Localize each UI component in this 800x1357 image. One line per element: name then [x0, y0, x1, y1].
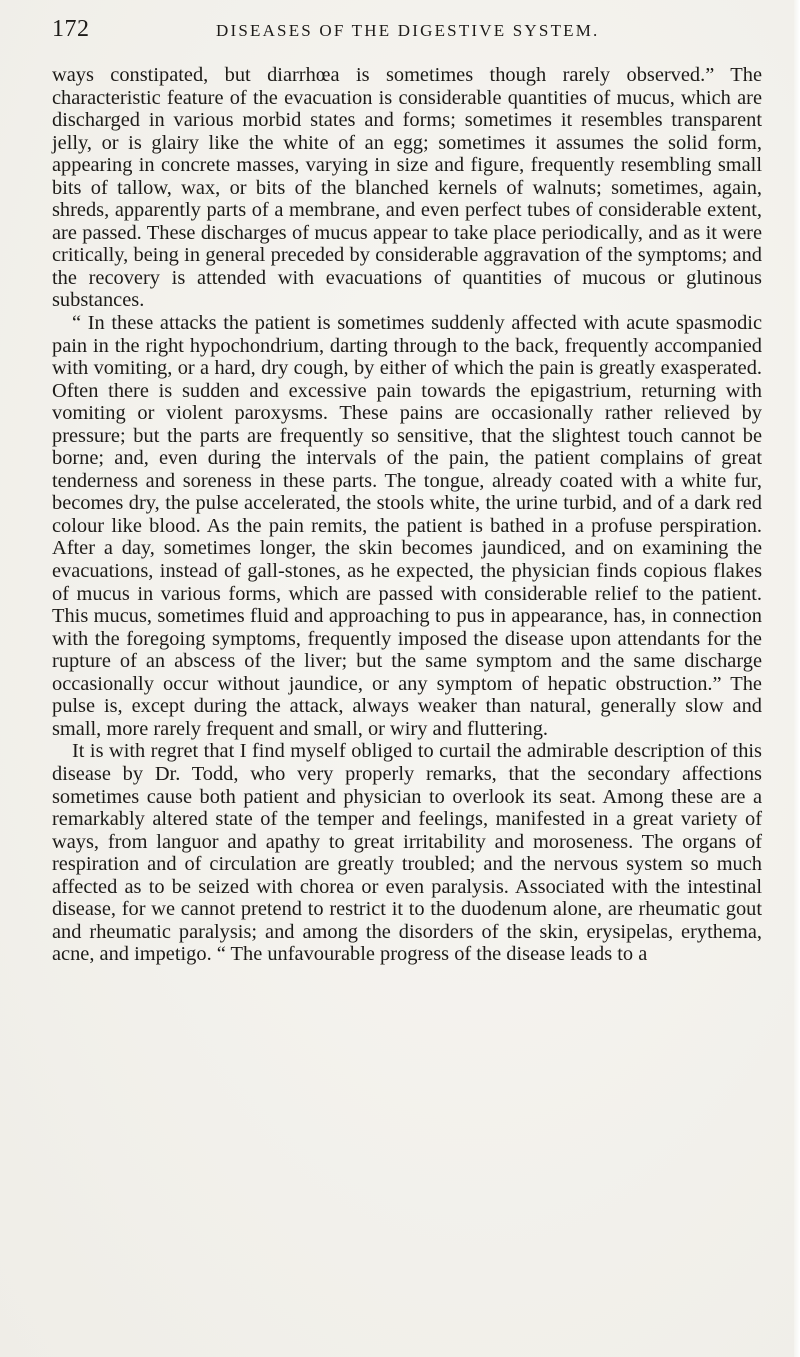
page-number: 172: [52, 16, 90, 42]
running-title: DISEASES OF THE DIGESTIVE SYSTEM.: [216, 21, 600, 40]
paragraph-quoted-attacks: “ In these attacks the patient is sometimes suddenly affected with acute spasmodic pain in the right hypochondrium, darting through to the back, frequently accompanied with vomiting, or a hard, dry cough, by either of which the pain is greatly exasperated. Often there is sudden and excessive pain towards the epigastrium, returning with vomiting or violent paroxysms. These pains are occasionally rather relieved by pressure; but the parts are frequently so sensitive, that the slightest touch cannot be borne; and, even during the intervals of the pain, the patient complains of great tenderness and soreness in these parts. The tongue, already coated with a white fur, becomes dry, the pulse accelerated, the stools white, the urine turbid, and of a dark red colour like blood. As the pain remits, the patient is bathed in a profuse perspiration. After a day, sometimes longer, the skin becomes jaundiced, and on examining the evacuations, instead of gall-stones, as he expected, the physician finds copious flakes of mucus in various forms, which are passed with considerable relief to the patient. This mucus, sometimes fluid and approaching to pus in appearance, has, in connection with the foregoing symptoms, frequently imposed the disease upon attendants for the rupture of an abscess of the liver; but the same symptom and the same discharge occasionally occur without jaundice, or any symptom of hepatic obstruction.” The pulse is, except during the attack, always weaker than natural, generally slow and small, more rarely frequent and small, or wiry and fluttering.: [52, 312, 762, 740]
page-edge: [794, 0, 800, 1357]
body-text: [52, 64, 762, 966]
paragraph-author-remarks: It is with regret that I find myself obliged to curtail the admirable description of this disease by Dr. Todd, who very properly remarks, that the secondary affections sometimes cause both patient and physician to overlook its seat. Among these are a remarkably altered state of the temper and feelings, manifested in a great variety of ways, from languor and apathy to great irritability and moroseness. The organs of respiration and of circulation are greatly troubled; and the nervous system so much affected as to be seized with chorea or even paralysis. Associated with the intestinal disease, for we cannot pretend to restrict it to the duodenum alone, are rheumatic gout and rheumatic paralysis; and among the disorders of the skin, erysipelas, erythema, acne, and impetigo. “ The unfavourable progress of the disease leads to a: [52, 740, 762, 966]
running-head: [52, 16, 762, 54]
paragraph-continuation: ways constipated, but diarrhœa is sometimes though rarely observed.” The characteristic feature of the evacuation is considerable quantities of mucus, which are discharged in various morbid states and forms; sometimes it resembles transparent jelly, or is glairy like the white of an egg; sometimes it assumes the solid form, appearing in concrete masses, varying in size and figure, frequently resembling small bits of tallow, wax, or bits of the blanched kernels of walnuts; sometimes, again, shreds, apparently parts of a membrane, and even perfect tubes of considerable extent, are passed. These discharges of mucus appear to take place periodically, and as it were critically, being in general preceded by considerable aggravation of the symptoms; and the recovery is attended with evacuations of quantities of mucous or glutinous substances.: [52, 64, 762, 312]
